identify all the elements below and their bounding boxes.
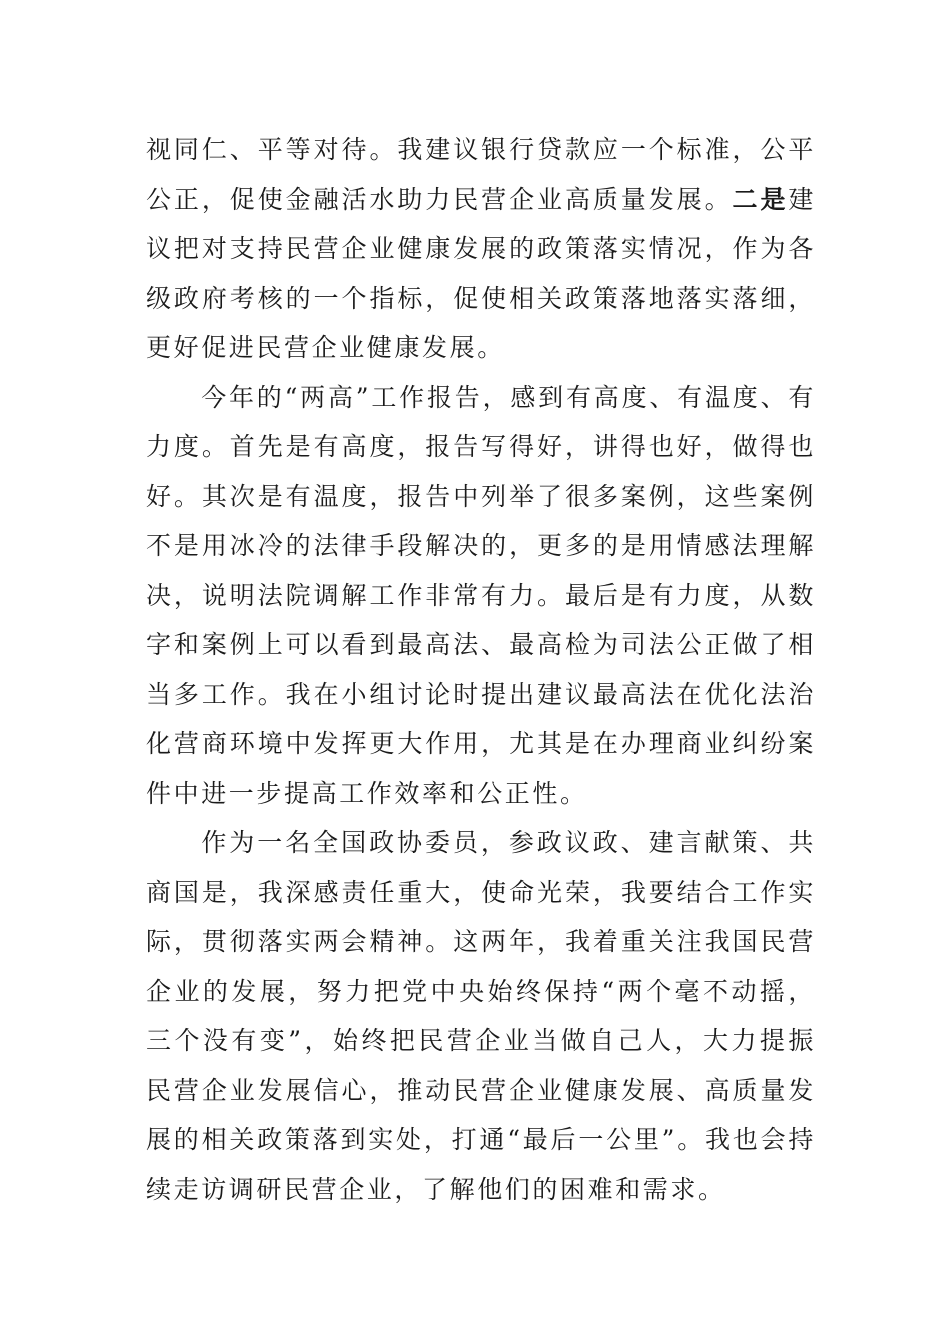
- paragraph-1-text-start: 视同仁、平等对待。我建议银行贷款应一个标准，公平公正，促使金融活水助力民营企业高质量发展。: [146, 135, 816, 214]
- paragraph-1-text-end: 建议把对支持民营企业健康发展的政策落实情况，作为各级政府考核的一个指标，促使相关政策落地落实落细，更好促进民营企业健康发展。: [146, 184, 816, 362]
- document-body: [146, 125, 816, 1214]
- paragraph-2-text: 今年的“两高”工作报告，感到有高度、有温度、有力度。首先是有高度，报告写得好，讲得也好，做得也好。其次是有温度，报告中列举了很多案例，这些案例不是用冰冷的法律手段解决的，更多的是用情感法理解决，说明法院调解工作非常有力。最后是有力度，从数字和案例上可以看到最高法、最高检为司法公正做了相当多工作。我在小组讨论时提出建议最高法在优化法治化营商环境中发挥更大作用，尤其是在办理商业纠纷案件中进一步提高工作效率和公正性。: [146, 382, 816, 808]
- paragraph-1-bold-marker: 二是: [732, 184, 789, 214]
- paragraph-3-text: 作为一名全国政协委员，参政议政、建言献策、共商国是，我深感责任重大，使命光荣，我要结合工作实际，贯彻落实两会精神。这两年，我着重关注我国民营企业的发展，努力把党中央始终保持“两个毫不动摇，三个没有变”，始终把民营企业当做自己人，大力提振民营企业发展信心，推动民营企业健康发展、高质量发展的相关政策落到实处，打通“最后一公里”。我也会持续走访调研民营企业，了解他们的困难和需求。: [146, 828, 816, 1204]
- paragraph-1: [146, 125, 816, 373]
- paragraph-3: [146, 818, 816, 1214]
- paragraph-2: [146, 373, 816, 819]
